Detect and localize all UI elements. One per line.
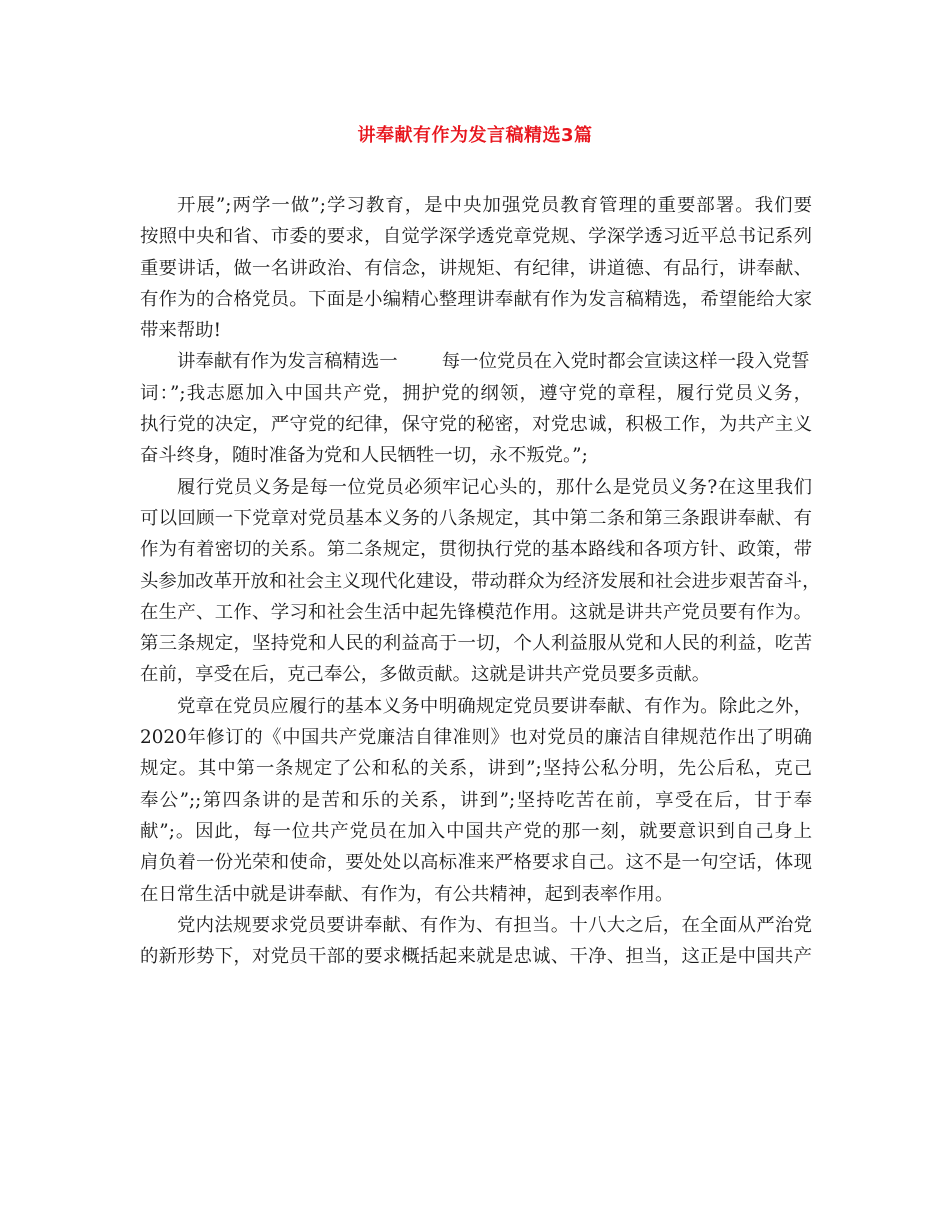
text-line <box>140 346 812 377</box>
paragraph-intro <box>140 190 812 346</box>
text-fragment: 每一位党员在入党时都会宣读这样一段入党誓 <box>441 351 810 373</box>
text-line: 第三条规定，坚持党和人民的利益高于一切，个人利益服从党和人民的利益，吃苦 <box>140 633 812 655</box>
paragraph-section-one <box>140 346 812 471</box>
text-line: 有作为的合格党员。下面是小编精心整理讲奉献有作为发言稿精选，希望能给大家 <box>140 288 812 310</box>
text-line: 履行党员义务是每一位党员必须牢记心头的，那什么是党员义务?在这里我们 <box>177 476 812 498</box>
text-line: 按照中央和省、市委的要求，自觉学深学透党章党规、学深学透习近平总书记系列 <box>140 226 812 248</box>
document-title: 讲奉献有作为发言稿精选3篇 <box>357 125 593 146</box>
document-body <box>140 190 821 972</box>
text-line: 在生产、工作、学习和社会生活中起先锋模范作用。这就是讲共产党员要有作为。 <box>140 601 812 623</box>
text-line: 词：”;我志愿加入中国共产党，拥护党的纲领，遵守党的章程，履行党员义务， <box>140 382 812 404</box>
text-line: 奉公”;;第四条讲的是苦和乐的关系，讲到”;坚持吃苦在前，享受在后，甘于奉 <box>140 789 812 811</box>
text-line: 可以回顾一下党章对党员基本义务的八条规定，其中第二条和第三条跟讲奉献、有 <box>140 507 812 529</box>
text-line: 头参加改革开放和社会主义现代化建设，带动群众为经济发展和社会进步艰苦奋斗， <box>140 570 821 592</box>
text-line: 执行党的决定，严守党的纪律，保守党的秘密，对党忠诚，积极工作，为共产主义 <box>140 414 812 436</box>
paragraph-regulations <box>140 910 812 973</box>
text-line: 党内法规要求党员要讲奉献、有作为、有担当。十八大之后，在全面从严治党 <box>177 914 812 936</box>
text-line: 重要讲话，做一名讲政治、有信念，讲规矩、有纪律，讲道德、有品行，讲奉献、 <box>140 257 812 279</box>
text-line: 开展”;两学一做”;学习教育，是中央加强党员教育管理的重要部署。我们要 <box>177 195 812 216</box>
text-line: 的新形势下，对党员干部的要求概括起来就是忠诚、干净、担当，这正是中国共产 <box>140 946 812 968</box>
text-line: 在日常生活中就是讲奉献、有作为，有公共精神，起到表率作用。 <box>140 883 674 905</box>
text-line: 党章在党员应履行的基本义务中明确规定党员要讲奉献、有作为。除此之外， <box>177 695 812 717</box>
text-line: 2020年修订的《中国共产党廉洁自律准则》也对党员的廉洁自律规范作出了明确 <box>140 727 812 749</box>
text-line: 作为有着密切的关系。第二条规定，贯彻执行党的基本路线和各项方针、政策，带 <box>140 539 812 561</box>
text-line: 奋斗终身，随时准备为党和人民牺牲一切，永不叛党。”; <box>140 445 588 467</box>
text-line: 带来帮助! <box>140 320 221 342</box>
paragraph-integrity <box>140 691 812 910</box>
text-line: 在前，享受在后，克己奉公，多做贡献。这就是讲共产党员要多贡献。 <box>140 664 711 686</box>
text-line: 肩负着一份光荣和使命，要处处以高标准来严格要求自己。这不是一句空话，体现 <box>140 852 812 874</box>
section-heading: 讲奉献有作为发言稿精选一 <box>177 351 398 373</box>
text-line: 献”;。因此，每一位共产党员在加入中国共产党的那一刻，就要意识到自己身上 <box>140 820 812 842</box>
text-line: 规定。其中第一条规定了公和私的关系，讲到”;坚持公私分明，先公后私，克己 <box>140 758 812 780</box>
paragraph-duties <box>140 472 821 691</box>
